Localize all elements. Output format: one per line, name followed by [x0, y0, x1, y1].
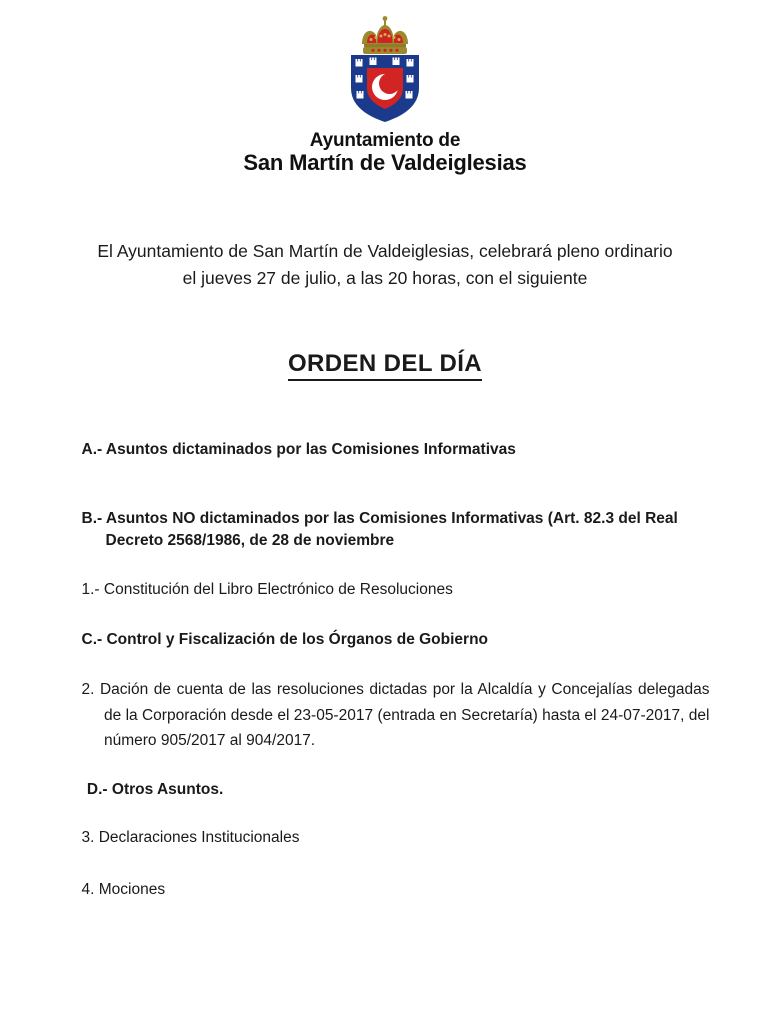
agenda-item-1: 1.- Constitución del Libro Electrónico de Resoluciones [81, 580, 453, 598]
agenda-section-b: B.- Asuntos NO dictaminados por las Comisiones Informativas (Art. 82.3 del Real Decreto 2568/1986, de 28 de noviembre [81, 509, 678, 550]
agenda-body [36, 439, 735, 901]
agenda-item-2: 2. Dación de cuenta de las resoluciones dictadas por la Alcaldía y Concejalías delegadas de la Corporación desde el 23-05-2017 (entrada en Secretaría) hasta el 24-07-2017, del número 905/2017 al 904/2017. [81, 681, 710, 749]
intro-line-1: El Ayuntamiento de San Martín de Valdeiglesias, celebrará pleno ordinario [97, 240, 673, 261]
page-title [0, 350, 770, 381]
agenda-section-a: A.- Asuntos dictaminados por las Comisiones Informativas [81, 441, 516, 459]
intro-line-2: el jueves 27 de julio, a las 20 horas, con el siguiente [182, 268, 588, 289]
crown-icon [362, 16, 408, 54]
agenda-item-4: 4. Mociones [81, 880, 166, 898]
document-header [0, 0, 770, 176]
agenda-item-3: 3. Declaraciones Institucionales [81, 829, 300, 847]
coat-of-arms-icon [329, 14, 441, 126]
agenda-section-c: C.- Control y Fiscalización de los Órganos de Gobierno [81, 631, 489, 649]
intro-paragraph [40, 238, 730, 292]
page-title-text: ORDEN DEL DÍA [288, 350, 482, 381]
institution-name [243, 130, 526, 176]
institution-name-line-1: Ayuntamiento de [309, 130, 461, 151]
institution-name-line-2: San Martín de Valdeiglesias [243, 150, 527, 176]
agenda-section-d: D.- Otros Asuntos. [86, 780, 224, 798]
